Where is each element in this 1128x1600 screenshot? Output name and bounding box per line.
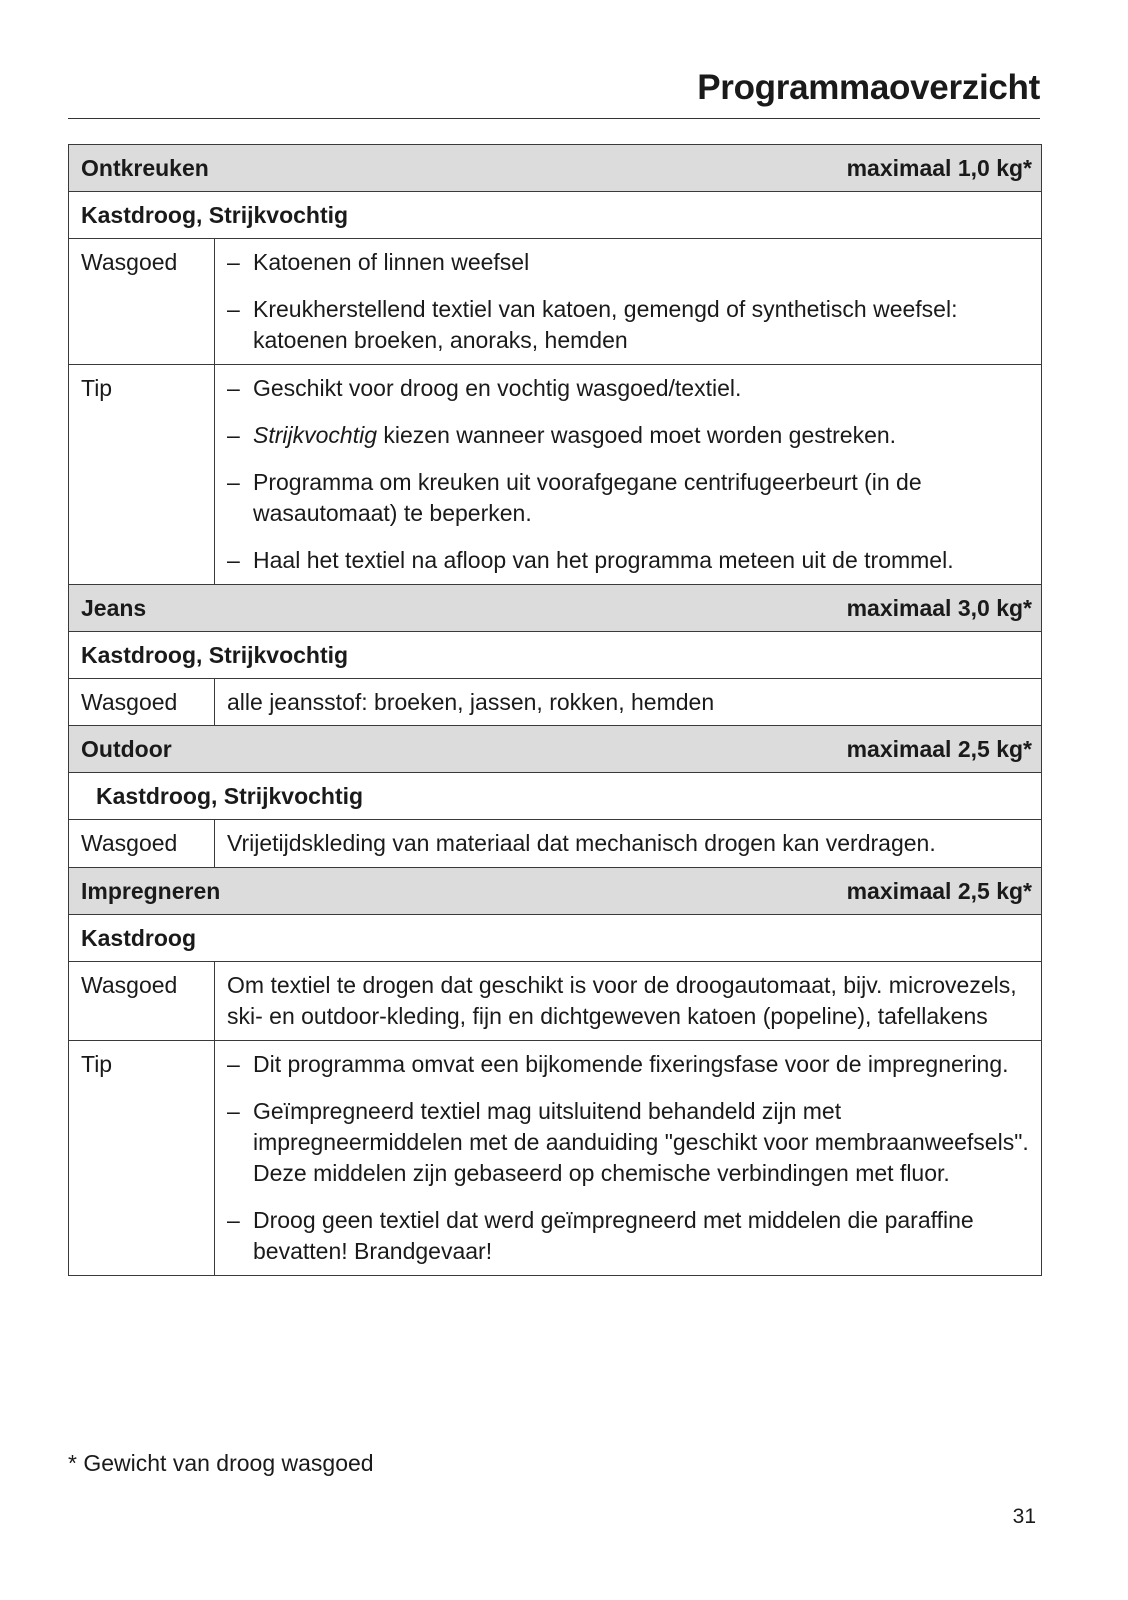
wasgoed-text: Vrijetijdskleding van materiaal dat mechanisch drogen kan verdragen.: [215, 820, 1042, 868]
program-name: Ontkreuken: [81, 154, 209, 181]
list-item: – Kreukherstellend textiel van katoen, gemengd of synthetisch weefsel: katoenen broeken, anoraks, hemden: [227, 294, 1031, 356]
list-item: – Droog geen textiel dat werd geïmpregneerd met middelen die paraffine bevatten! Brandgevaar!: [227, 1205, 1031, 1267]
row-label: Wasgoed: [69, 962, 215, 1041]
tip-list: [227, 373, 1031, 576]
program-options-row: [69, 773, 1042, 820]
row-label: Tip: [69, 1041, 215, 1276]
row-label: Wasgoed: [69, 820, 215, 868]
list-item: – Programma om kreuken uit voorafgegane centrifugeerbeurt (in de wasautomaat) te beperken.: [227, 467, 1031, 529]
program-options: Kastdroog, Strijkvochtig: [69, 632, 1042, 679]
page-number: 31: [1012, 1505, 1036, 1528]
program-table: [68, 144, 1042, 1276]
row-label: Tip: [69, 365, 215, 585]
program-options-row: [69, 192, 1042, 239]
wasgoed-row: [69, 239, 1042, 365]
program-options: Kastdroog: [69, 915, 1042, 962]
list-item: – Geschikt voor droog en vochtig wasgoed/textiel.: [227, 373, 1031, 404]
wasgoed-text: Om textiel te drogen dat geschikt is voor de droogautomaat, bijv. microvezels, ski- en outdoor-kleding, fijn en dichtgeweven katoen (popeline), tafellakens: [215, 962, 1042, 1041]
wasgoed-row: [69, 962, 1042, 1041]
program-options-row: [69, 915, 1042, 962]
list-item: – Geïmpregneerd textiel mag uitsluitend behandeld zijn met impregneermiddelen met de aanduiding "geschikt voor membraanweefsels". Deze middelen zijn gebaseerd op chemische verbindingen met fluor.: [227, 1096, 1031, 1189]
wasgoed-list: [227, 247, 1031, 356]
program-options: Kastdroog, Strijkvochtig: [69, 773, 1042, 820]
list-item: – Haal het textiel na afloop van het programma meteen uit de trommel.: [227, 545, 1031, 576]
program-options-row: [69, 632, 1042, 679]
list-item: – Katoenen of linnen weefsel: [227, 247, 1031, 278]
program-header-row: [69, 145, 1042, 192]
page-title: Programmaoverzicht: [697, 68, 1040, 107]
max-load: maximaal 2,5 kg*: [846, 877, 1032, 904]
program-name: Outdoor: [81, 735, 172, 762]
max-load: maximaal 3,0 kg*: [846, 594, 1032, 621]
max-load: maximaal 2,5 kg*: [846, 735, 1032, 762]
wasgoed-text: alle jeansstof: broeken, jassen, rokken, hemden: [215, 679, 1042, 726]
max-load: maximaal 1,0 kg*: [846, 154, 1032, 181]
tip-row: [69, 1041, 1042, 1276]
list-item-text: kiezen wanneer wasgoed moet worden gestreken.: [376, 422, 897, 448]
row-label: Wasgoed: [69, 239, 215, 365]
footnote: * Gewicht van droog wasgoed: [68, 1450, 374, 1476]
emphasized-term: Strijkvochtig: [253, 422, 377, 448]
program-options: Kastdroog, Strijkvochtig: [69, 192, 1042, 239]
program-header-row: [69, 726, 1042, 773]
row-label: Wasgoed: [69, 679, 215, 726]
program-name: Jeans: [81, 594, 147, 621]
program-name: Impregneren: [81, 877, 221, 904]
wasgoed-row: [69, 679, 1042, 726]
program-header-row: [69, 868, 1042, 915]
program-header-row: [69, 585, 1042, 632]
wasgoed-row: [69, 820, 1042, 868]
page-header: [68, 64, 1040, 119]
list-item: [227, 420, 1031, 451]
tip-row: [69, 365, 1042, 585]
list-item: – Dit programma omvat een bijkomende fixeringsfase voor de impregnering.: [227, 1049, 1031, 1080]
tip-list: [227, 1049, 1031, 1267]
